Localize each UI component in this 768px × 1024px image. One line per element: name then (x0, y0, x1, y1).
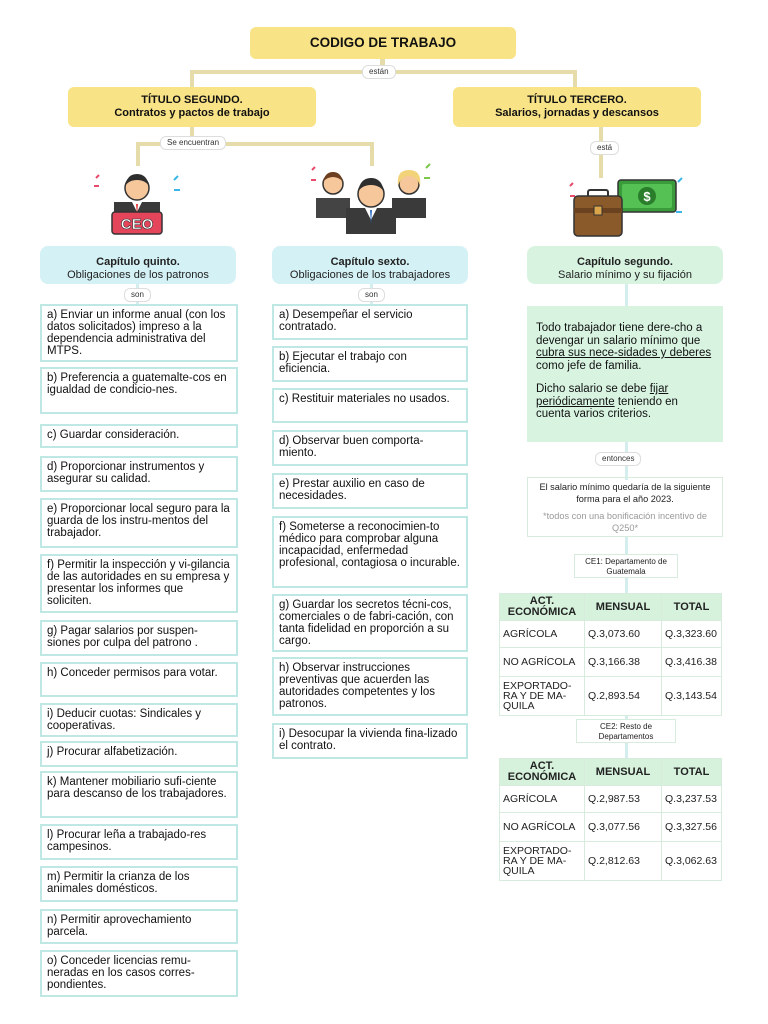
table-row (500, 621, 722, 648)
titulo-segundo-subtitle: Contratos y pactos de trabajo (114, 107, 270, 119)
salario-minimo-box (527, 306, 723, 442)
cell-actividad: AGRÍCOLA (500, 621, 585, 648)
cell-total: Q.3,323.60 (662, 621, 722, 648)
capitulo-sexto-box (272, 246, 468, 284)
patronos-item-b: b) Preferencia a guatemalte-cos en igualdad de condicio-nes. (40, 367, 238, 414)
patronos-item-l: l) Procurar leña a trabajado-res campesinos. (40, 824, 238, 860)
trabajadores-item-e: e) Prestar auxilio en caso de necesidades. (272, 473, 468, 509)
salario-text: Dicho salario se debe (536, 383, 650, 395)
titulo-tercero-subtitle: Salarios, jornadas y descansos (495, 107, 659, 119)
patronos-item-c: c) Guardar consideración. (40, 424, 238, 448)
trabajadores-item-a: a) Desempeñar el servicio contratado. (272, 304, 468, 340)
ce1-table (499, 593, 722, 716)
connector-label-se-encuentran: Se encuentran (160, 136, 226, 150)
trabajadores-item-g: g) Guardar los secretos técni-cos, comerciales o de fabri-cación, con tanta fidelidad en proporción a su cargo. (272, 594, 468, 652)
titulo-tercero-box (453, 87, 701, 127)
cell-mensual: Q.2,812.63 (585, 842, 662, 881)
salario-underlined-text: fijar periódicamente (536, 383, 669, 408)
salario-2023-note (527, 477, 723, 537)
capitulo-quinto-title: Capítulo quinto. (96, 256, 180, 268)
titulo-segundo-heading: TÍTULO SEGUNDO. (141, 94, 243, 106)
briefcase-money-icon (568, 172, 688, 240)
patronos-item-g: g) Pagar salarios por suspen-siones por culpa del patrono . (40, 620, 238, 656)
connector-line (136, 142, 140, 166)
capitulo-sexto-subtitle: Obligaciones de los trabajadores (289, 269, 451, 281)
capitulo-sexto-title: Capítulo sexto. (330, 256, 410, 268)
trabajadores-item-f: f) Someterse a reconocimien-to médico para comprobar alguna incapacidad, enfermedad profesional, contagiosa o incurable. (272, 516, 468, 588)
trabajadores-item-d: d) Observar buen comporta-miento. (272, 430, 468, 466)
capitulo-quinto-box (40, 246, 236, 284)
patronos-item-m: m) Permitir la crianza de los animales domésticos. (40, 866, 238, 902)
cell-actividad: AGRÍCOLA (500, 786, 585, 813)
header-mensual: MENSUAL (585, 759, 662, 786)
cell-mensual: Q.3,166.38 (585, 648, 662, 677)
cell-total: Q.3,062.63 (662, 842, 722, 881)
ce1-label: CE1: Departamento de Guatemala (574, 554, 678, 578)
ce2-label: CE2: Resto de Departamentos (576, 719, 676, 743)
patronos-item-d: d) Proporcionar instrumentos y asegurar su calidad. (40, 456, 238, 492)
connector-label-estan: están (362, 65, 396, 79)
patronos-item-e: e) Proporcionar local seguro para la guarda de los instru-mentos del trabajador. (40, 498, 238, 548)
header-mensual: MENSUAL (585, 594, 662, 621)
capitulo-quinto-subtitle: Obligaciones de los patronos (67, 269, 209, 281)
cell-mensual: Q.2,893.54 (585, 677, 662, 716)
header-actividad: ACT. ECONÓMICA (500, 759, 585, 786)
header-total: TOTAL (662, 759, 722, 786)
table-row (500, 813, 722, 842)
cell-total: Q.3,237.53 (662, 786, 722, 813)
connector-label-son: son (124, 288, 151, 302)
workers-group-icon (308, 160, 434, 236)
cell-total: Q.3,143.54 (662, 677, 722, 716)
patronos-item-o: o) Conceder licencias remu-neradas en los casos corres-pondientes. (40, 950, 238, 997)
cell-actividad: EXPORTADO-RA Y DE MA-QUILA (500, 842, 585, 881)
titulo-segundo-box (68, 87, 316, 127)
ce2-table (499, 758, 722, 881)
patronos-item-n: n) Permitir aprovechamiento parcela. (40, 909, 238, 944)
ce2-header-row (500, 759, 722, 786)
header-total: TOTAL (662, 594, 722, 621)
patronos-item-i: i) Deducir cuotas: Sindicales y cooperativas. (40, 703, 238, 737)
ceo-label: CEO (120, 216, 154, 233)
cell-mensual: Q.3,073.60 (585, 621, 662, 648)
dollar-sign: $ (643, 189, 651, 204)
trabajadores-item-c: c) Restituir materiales no usados. (272, 388, 468, 423)
cell-mensual: Q.2,987.53 (585, 786, 662, 813)
salario-text: teniendo en cuenta varios criterios. (536, 395, 678, 420)
titulo-tercero-heading: TÍTULO TERCERO. (527, 94, 627, 106)
patronos-item-f: f) Permitir la inspección y vi-gilancia de las autoridades en su empresa y presentar los informes que soliciten. (40, 554, 238, 613)
capitulo-segundo-title: Capítulo segundo. (577, 256, 673, 268)
salario-2023-text: El salario mínimo quedaría de la siguiente forma para el año 2023. (539, 482, 711, 504)
header-actividad: ACT. ECONÓMICA (500, 594, 585, 621)
trabajadores-item-i: i) Desocupar la vivienda fina-lizado el contrato. (272, 723, 468, 759)
table-row (500, 648, 722, 677)
salario-paragraph-1 (536, 322, 715, 372)
table-row (500, 842, 722, 881)
cell-total: Q.3,327.56 (662, 813, 722, 842)
patronos-item-h: h) Conceder permisos para votar. (40, 662, 238, 697)
connector-label-son: son (358, 288, 385, 302)
cell-mensual: Q.3,077.56 (585, 813, 662, 842)
patronos-item-k: k) Mantener mobiliario sufi-ciente para descanso de los trabajadores. (40, 771, 238, 818)
table-row (500, 786, 722, 813)
cell-actividad: NO AGRÍCOLA (500, 648, 585, 677)
patronos-item-j: j) Procurar alfabetización. (40, 741, 238, 767)
salario-paragraph-2 (536, 383, 715, 421)
cell-actividad: EXPORTADO-RA Y DE MA-QUILA (500, 677, 585, 716)
bonificacion-note: *todos con una bonificación incentivo de Q250* (543, 511, 707, 533)
connector-label-entonces: entonces (595, 452, 641, 466)
trabajadores-item-b: b) Ejecutar el trabajo con eficiencia. (272, 346, 468, 382)
capitulo-segundo-subtitle: Salario mínimo y su fijación (558, 269, 692, 281)
connector-label-esta: está (590, 141, 619, 155)
salario-text: como jefe de familia. (536, 359, 642, 372)
capitulo-segundo-box (527, 246, 723, 284)
page-title: CODIGO DE TRABAJO (250, 27, 516, 59)
cell-total: Q.3,416.38 (662, 648, 722, 677)
trabajadores-item-h: h) Observar instrucciones preventivas que acuerden las autoridades competentes y los patronos. (272, 657, 468, 716)
patronos-item-a: a) Enviar un informe anual (con los datos solicitados) impreso a la dependencia administrativa del MTPS. (40, 304, 238, 362)
cell-actividad: NO AGRÍCOLA (500, 813, 585, 842)
ceo-icon (92, 166, 182, 236)
salario-underlined-text: cubra sus nece-sidades y deberes (536, 347, 712, 359)
ce1-header-row (500, 594, 722, 621)
salario-text: Todo trabajador tiene dere-cho a devengar un salario mínimo que (536, 322, 703, 347)
connector-line (625, 283, 628, 308)
table-row (500, 677, 722, 716)
